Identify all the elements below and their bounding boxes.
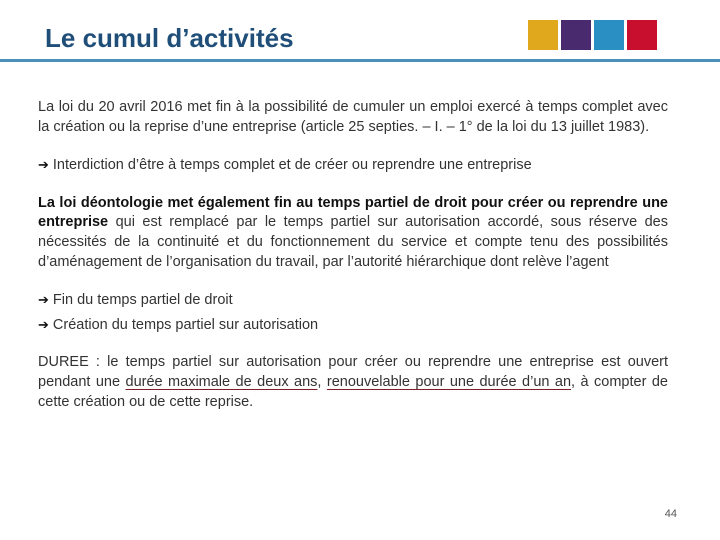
- paragraph-duree: [38, 353, 668, 412]
- bullet-interdiction: [38, 155, 668, 176]
- accent-squares: [528, 20, 660, 50]
- page-number: 44: [664, 508, 677, 520]
- paragraph-deontologie-bold: La loi déontologie met également fin au temps partiel de droit pour créer ou reprendre une entreprise: [38, 194, 668, 231]
- underlined-duree-maximale: durée maximale de deux ans: [125, 373, 318, 390]
- bullet-creation-temps-partiel: [38, 315, 668, 336]
- bullet-interdiction-text: Interdiction d’être à temps complet et de créer ou reprendre une entreprise: [52, 157, 532, 174]
- accent-square-yellow: [528, 20, 558, 50]
- right-arrow-icon: ➔: [38, 157, 49, 173]
- paragraph-duree-end: , à compter de cette création ou de cette reprise.: [38, 373, 668, 410]
- bullet-fin-temps-partiel-text: Fin du temps partiel de droit: [52, 292, 233, 309]
- paragraph-deontologie: [38, 194, 668, 272]
- paragraph-duree-start: DUREE : le temps partiel sur autorisation pour créer ou reprendre une entreprise est ouvert pendant une: [38, 354, 668, 390]
- slide-body: [38, 98, 668, 412]
- right-arrow-icon: ➔: [38, 316, 49, 332]
- paragraph-duree-comma: ,: [317, 373, 327, 390]
- accent-square-purple: [561, 20, 591, 50]
- bullet-fin-temps-partiel: [38, 290, 668, 311]
- title-divider: [0, 59, 720, 62]
- bullet-creation-temps-partiel-text: Création du temps partiel sur autorisation: [52, 316, 319, 333]
- accent-square-red: [627, 20, 657, 50]
- accent-square-blue: [594, 20, 624, 50]
- slide-title: Le cumul d’activités: [45, 23, 294, 53]
- paragraph-deontologie-text: qui est remplacé par le temps partiel sur autorisation accordé, sous réserve des nécessités de la continuité et du fonctionnement du service et compte tenu des possibilités d’aménagement de l’organisation du travail, par l’autorité hiérarchique dont relève l’agent: [38, 214, 668, 270]
- right-arrow-icon: ➔: [38, 292, 49, 308]
- underlined-renouvelable: renouvelable pour une durée d’un an: [326, 373, 572, 390]
- paragraph-law-2016: La loi du 20 avril 2016 met fin à la possibilité de cumuler un emploi exercé à temps complet avec la création ou la reprise d’une entreprise (article 25 septies. – I. – 1° de la loi du 13 juillet 1983).: [38, 99, 668, 135]
